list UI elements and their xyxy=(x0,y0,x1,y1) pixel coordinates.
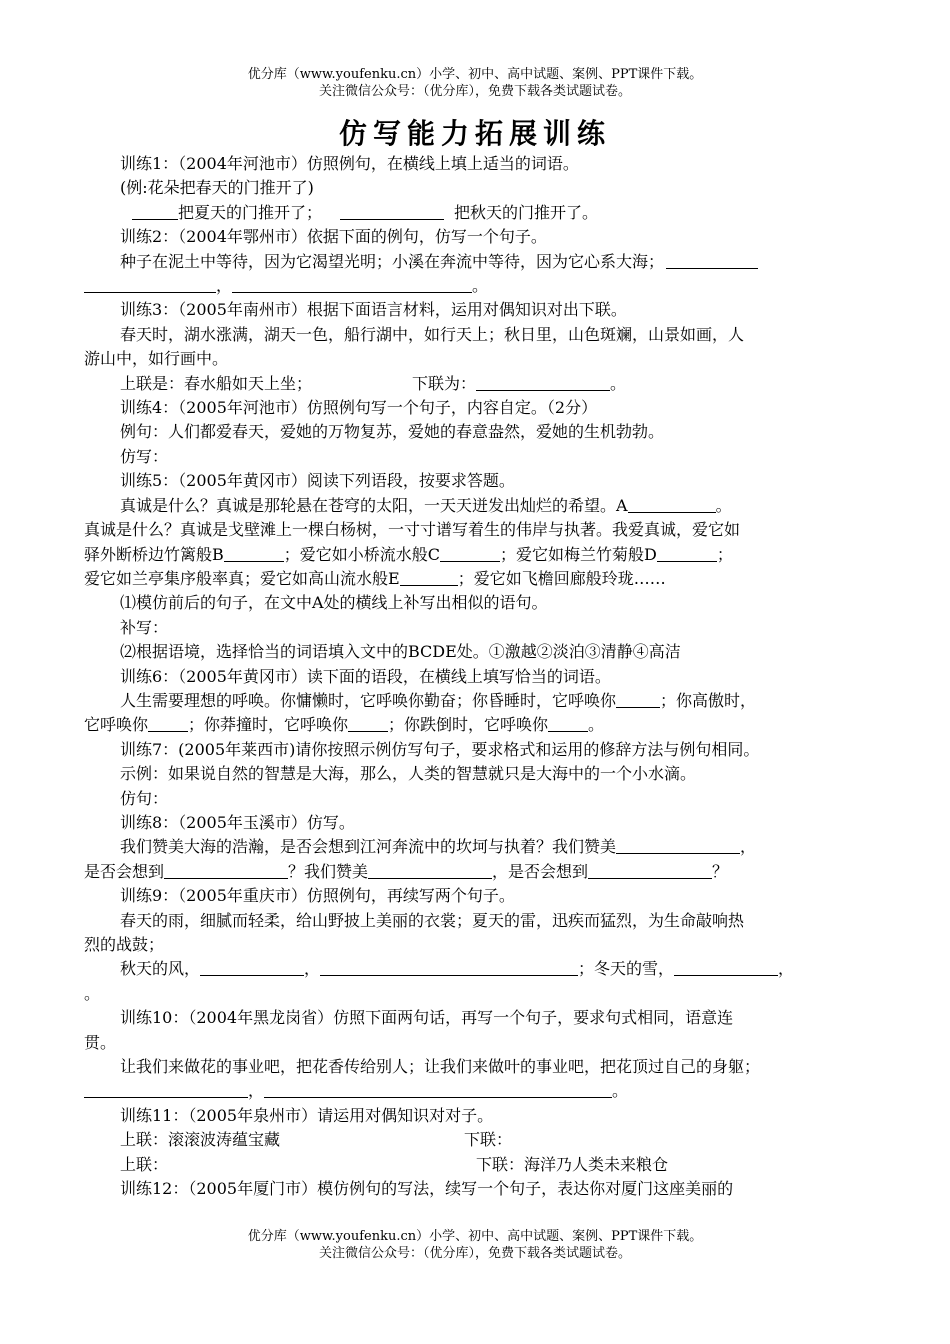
blank[interactable] xyxy=(476,374,610,391)
t2-blanks: ， 。 xyxy=(84,274,868,298)
t5-q1: ⑴模仿前后的句子，在文中A处的横线上补写出相似的语句。 xyxy=(120,593,548,613)
blank[interactable] xyxy=(548,715,588,732)
t5-p3: 驿外断桥边竹篱般B ；爱它如小桥流水般C ；爱它如梅兰竹菊般D ； xyxy=(84,544,733,564)
t3-heading: 训练3：（2005年南州市）根据下面语言材料，运用对偶知识对出下联。 xyxy=(120,300,627,320)
t11-heading: 训练11：（2005年泉州市）请运用对偶知识对对子。 xyxy=(120,1105,494,1125)
t10-blanks: ， 。 xyxy=(84,1079,868,1103)
blank[interactable] xyxy=(232,276,472,293)
t9-p2: 烈的战鼓； xyxy=(84,935,165,954)
header-line-2: 关注微信公众号：（优分库），免费下载各类试题试卷。 xyxy=(318,84,631,99)
t5-add: 补写： xyxy=(120,617,169,637)
blank[interactable] xyxy=(132,203,178,220)
t1-example: (例:花朵把春天的门推开了) xyxy=(120,178,314,198)
t7-example: 示例：如果说自然的智慧是大海，那么，人类的智慧就只是大海中的一个小水滴。 xyxy=(120,764,697,784)
t6-heading: 训练6：（2005年黄冈市）读下面的语段，在横线上填写恰当的词语。 xyxy=(120,666,611,686)
t9-heading: 训练9：（2005年重庆市）仿照例句，再续写两个句子。 xyxy=(120,886,515,906)
blank[interactable] xyxy=(666,252,758,269)
blank[interactable] xyxy=(348,715,388,732)
t8-p2: 是否会想到 ？我们赞美 ，是否会想到 ？ xyxy=(84,861,729,881)
blank[interactable] xyxy=(588,862,712,879)
t5-p1: 真诚是什么？真诚是那轮悬在苍穹的太阳，一天天迸发出灿烂的希望。A 。 xyxy=(120,495,732,515)
blank-a[interactable] xyxy=(628,496,716,513)
blank[interactable] xyxy=(616,691,660,708)
t1-heading: 训练1：（2004年河池市）仿照例句，在横线上填上适当的词语。 xyxy=(120,154,579,173)
t9-p4: 。 xyxy=(84,983,101,1003)
blank[interactable] xyxy=(84,276,216,293)
blank[interactable] xyxy=(616,837,740,854)
t8-heading: 训练8：（2005年玉溪市）仿写。 xyxy=(120,812,355,832)
t1-blanks: 把夏天的门推开了； 把秋天的门推开了。 xyxy=(84,201,868,225)
t4-example: 例句：人们都爱春天，爱她的万物复苏，爱她的春意盎然，爱她的生机勃勃。 xyxy=(120,422,665,442)
t4-write: 仿写： xyxy=(120,446,169,466)
t5-p2: 真诚是什么？真诚是戈壁滩上一棵白杨树，一寸寸谱写着生的伟岸与执著。我爱真诚，爱它如 xyxy=(84,520,741,540)
t9-p3: 秋天的风， ， ；冬天的雪， ， xyxy=(120,959,795,979)
t3-couplet: 上联是：春水船如天上坐； 下联为： 。 xyxy=(120,373,627,393)
t3-p2: 游山中，如行画中。 xyxy=(84,349,229,369)
t2-text: 种子在泥土中等待，因为它渴望光明；小溪在奔流中等待，因为它心系大海； xyxy=(84,250,868,274)
blank[interactable] xyxy=(200,959,304,976)
t5-heading: 训练5：（2005年黄冈市）阅读下列语段，按要求答题。 xyxy=(120,471,515,491)
blank[interactable] xyxy=(320,959,578,976)
footer-line-1: 优分库（www.youfenku.cn）小学、初中、高中试题、案例、PPT课件下载。 xyxy=(247,1229,703,1244)
t4-heading: 训练4：（2005年河池市）仿照例句写一个句子，内容自定。（2分） xyxy=(120,398,598,418)
document-body xyxy=(84,152,868,1201)
header-line-1: 优分库（www.youfenku.cn）小学、初中、高中试题、案例、PPT课件下载。 xyxy=(247,67,703,82)
blank-d[interactable] xyxy=(657,545,717,562)
blank[interactable] xyxy=(340,203,444,220)
t5-q2: ⑵根据语境，选择恰当的词语填入文中的BCDE处。①激越②淡泊③清静④高洁 xyxy=(120,642,681,662)
t3-p1: 春天时，湖水涨满，湖天一色，船行湖中，如行天上；秋日里，山色斑斓，山景如画，人 xyxy=(120,324,745,344)
t6-p1: 人生需要理想的呼唤。你慵懒时，它呼唤你勤奋；你昏睡时，它呼唤你 ；你高傲时， xyxy=(120,690,757,710)
t11-row-1: 上联：滚滚波涛蕴宝藏 下联： xyxy=(120,1130,513,1150)
blank[interactable] xyxy=(148,715,188,732)
t2-heading: 训练2：（2004年鄂州市）依据下面的例句，仿写一个句子。 xyxy=(120,227,547,247)
t9-p1: 春天的雨，细腻而轻柔，给山野披上美丽的衣裳；夏天的雷，迅疾而猛烈，为生命敲响热 xyxy=(120,910,745,930)
t11-row-2: 上联： 下联：海洋乃人类未来粮仓 xyxy=(120,1154,669,1174)
blank-e[interactable] xyxy=(400,569,458,586)
t7-write: 仿句： xyxy=(120,788,169,808)
t5-p4: 爱它如兰亭集序般率真；爱它如高山流水般E ；爱它如飞檐回廊般玲珑…… xyxy=(84,568,666,588)
page-title: 仿写能力拓展训练 xyxy=(338,117,611,150)
t8-p1: 我们赞美大海的浩瀚，是否会想到江河奔流中的坎坷与执着？我们赞美 ， xyxy=(120,837,757,857)
t7-heading: 训练7：(2005年莱西市)请你按照示例仿写句子，要求格式和运用的修辞方法与例句相同。 xyxy=(120,739,760,759)
blank[interactable] xyxy=(674,959,778,976)
footer-line-2: 关注微信公众号：（优分库），免费下载各类试题试卷。 xyxy=(318,1246,631,1261)
t10-p1: 让我们来做花的事业吧，把花香传给别人；让我们来做叶的事业吧，把花顶过自己的身躯； xyxy=(120,1057,761,1077)
blank[interactable] xyxy=(368,862,492,879)
t6-p2: 它呼唤你 ；你莽撞时，它呼唤你 ；你跌倒时，它呼唤你 。 xyxy=(84,715,605,735)
blank-b[interactable] xyxy=(224,545,284,562)
blank[interactable] xyxy=(84,1081,248,1098)
blank[interactable] xyxy=(264,1081,612,1098)
t12-heading: 训练12：（2005年厦门市）模仿例句的写法，续写一个句子，表达你对厦门这座美丽的 xyxy=(120,1179,734,1199)
blank-c[interactable] xyxy=(440,545,500,562)
t10-heading-2: 贯。 xyxy=(84,1032,117,1052)
blank[interactable] xyxy=(164,862,288,879)
t10-heading: 训练10：（2004年黑龙岗省）仿照下面两句话，再写一个句子，要求句式相同，语意连 xyxy=(120,1008,734,1028)
